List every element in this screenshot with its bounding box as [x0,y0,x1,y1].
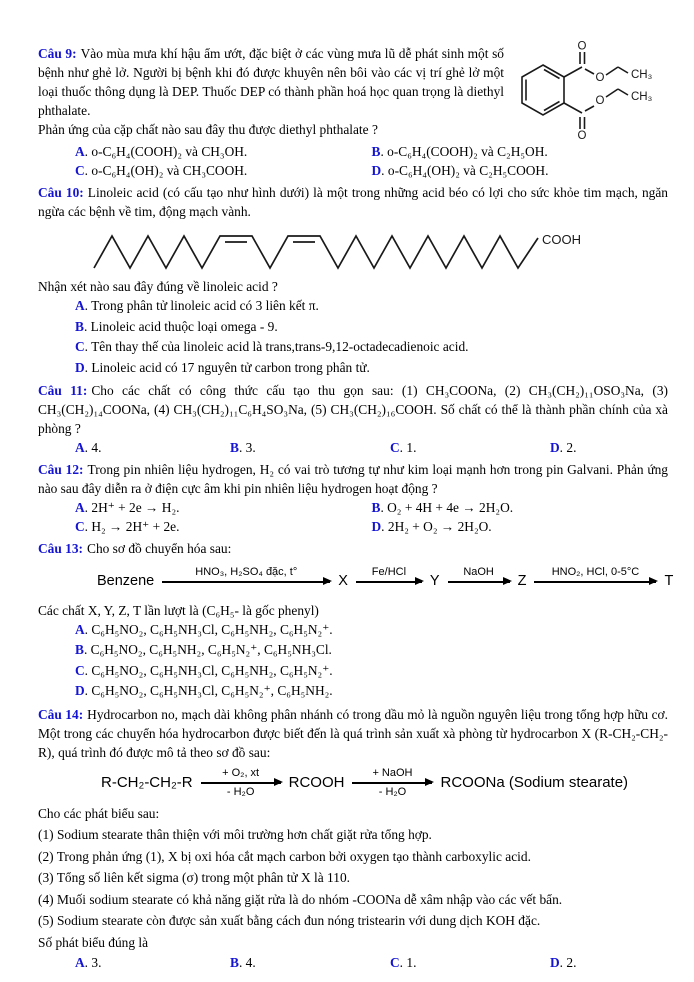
q14-reaction-scheme [98,767,668,799]
statement-2: (2) Trong phản ứng (1), X bị oxi hóa cắt mạch carbon bởi oxygen tạo thành carboxylic acid. [38,848,531,864]
arrow-condition-top: + NaOH [372,766,413,779]
question-number: Câu 9: [38,46,77,61]
product-z: Z [517,573,527,590]
linoleic-acid-structure [86,224,631,276]
question-stem [38,381,668,438]
option-letter: B [371,500,381,515]
question-number: Câu 12: [38,462,84,477]
dep-carbonyl-o-bottom-label: O [577,130,587,142]
option-text: . 2. [559,440,577,455]
reaction-arrow-1 [201,767,281,799]
question-11 [38,381,668,457]
product-x: X [338,573,348,590]
option-text: . Linoleic acid thuộc loại omega - 9. [83,318,278,334]
arrow-line [352,782,432,784]
dep-ch3-bottom-label: CH₃ [631,91,653,103]
question-9 [38,40,668,180]
option-letter: A [75,621,85,637]
statement-5: (5) Sodium stearate còn được sản xuất bằng cách đun nóng tristearin với dung dịch KOH đặc. [38,913,541,929]
option-b [230,438,390,457]
option-b [230,953,390,972]
option-d [75,358,668,379]
option-b [75,640,668,661]
product-t: T [664,573,674,590]
option-letter: A [75,298,85,313]
option-letter: C [75,339,85,354]
arrow-line [162,581,330,583]
option-text: . o-C₆H₄(COOH)₂ và C₂H₅OH. [380,144,548,159]
option-letter: A [75,440,85,455]
option-text: . 3. [238,440,256,455]
option-text: . 4. [238,955,256,971]
question-line: Các chất X, Y, Z, T lần lượt là (C₆H₅- là gốc phenyl) [38,602,319,618]
option-c [75,337,668,358]
reaction-arrow-3 [448,566,510,598]
question-number: Câu 14: [38,706,84,722]
option-text: . Trong phân tử linoleic acid có 3 liên kết π. [84,298,319,313]
arrow-line [201,782,281,784]
option-letter: C [390,440,400,455]
q13-reaction-scheme [94,566,674,598]
option-letter: C [75,519,85,534]
option-text: . 4. [84,440,102,455]
option-a [75,142,372,161]
option-letter: B [371,144,381,159]
option-c [75,517,372,536]
option-text: . H₂ → 2H⁺ + 2e. [84,519,180,534]
dep-ester-o-bottom-label: O [595,95,605,107]
question-14 [38,705,668,972]
arrow-condition-top: HNO₃, H₂SO₄ đặc, t° [195,566,298,578]
option-a [75,620,668,641]
product-rcoona: RCOONa (Sodium stearate) [440,774,629,792]
statements-intro: Cho các phát biểu sau: [38,805,160,821]
question-13 [38,539,674,702]
option-text: . C₆H₅NO₂, C₆H₅NH₃Cl, C₆H₅NH₂, C₆H₅N₂⁺. [84,662,333,678]
option-b [372,142,669,161]
option-d [550,953,668,972]
option-text: . Tên thay thế của linoleic acid là trans,trans-9,12-octadecadienoic acid. [84,339,469,354]
arrow-line [534,581,656,583]
reactant-hydrocarbon: R-CH₂-CH₂-R [101,774,193,792]
option-letter: A [75,955,85,971]
option-text: . o-C₆H₄(OH)₂ và CH₃COOH. [84,163,248,178]
option-a [75,438,230,457]
option-text: . C₆H₅NO₂, C₆H₅NH₃Cl, C₆H₅NH₂, C₆H₅N₂⁺. [84,621,333,637]
option-text: . 3. [84,955,102,971]
option-text: . C₆H₅NO₂, C₆H₅NH₂, C₆H₅N₂⁺, C₆H₅NH₃Cl. [83,642,332,658]
option-d [372,517,669,536]
question-stem-text: Cho sơ đồ chuyển hóa sau: [87,541,232,556]
option-c [75,661,668,682]
option-b [372,498,669,517]
arrow-line [356,581,422,583]
reaction-arrow-4 [534,566,656,598]
option-letter: B [75,318,84,334]
question-stem [38,539,668,558]
option-a [75,953,230,972]
option-c [390,438,550,457]
statement-3: (3) Tổng số liên kết sigma (σ) trong một phân tử X là 110. [38,870,350,886]
option-letter: A [75,500,85,515]
question-line: Nhận xét nào sau đây đúng về linoleic acid ? [38,279,278,294]
statement-1: (1) Sodium stearate thân thiện với môi trường hơn chất giặt rửa tổng hợp. [38,827,432,843]
question-number: Câu 13: [38,541,84,556]
reaction-arrow-2 [352,767,432,799]
question-stem [38,705,668,762]
arrow-condition-bottom: - H₂O [378,785,407,798]
option-text: . 2H₂ + O₂ → 2H₂O. [381,519,492,534]
option-d [550,438,668,457]
statements-conclusion: Số phát biểu đúng là [38,934,149,950]
option-text: . 2H⁺ + 2e → H₂. [84,500,180,515]
question-number: Câu 10: [38,185,84,200]
option-text: . 1. [399,440,417,455]
reaction-arrow-2 [356,566,422,598]
options-row [38,438,668,457]
option-text: . C₆H₅NO₂, C₆H₅NH₃Cl, C₆H₅N₂⁺, C₆H₅NH₂. [84,683,333,699]
option-letter: D [75,683,85,699]
question-stem-text: Hydrocarbon no, mạch dài không phân nhánh có trong dầu mỏ là nguồn nguyên liệu trong tổng hợp hữu cơ. Một trong các chuyển hóa hydrocarbon được biết đến là quá trình sản xuất xà phòng từ hydrocarbon X (R-CH₂-CH₂-R), quá trình đó được mô tả theo sơ đồ sau: [38,706,668,760]
option-letter: B [75,642,84,658]
option-b [75,317,668,338]
option-letter: D [75,359,85,375]
question-number: Câu 11: [38,383,88,398]
reaction-arrow-1 [162,566,330,598]
arrow-condition-bottom [476,585,482,598]
option-c [390,953,550,972]
option-letter: B [230,955,239,971]
arrow-condition-bottom [243,585,249,598]
product-y: Y [429,573,440,590]
option-text: . Linoleic acid có 17 nguyên tử carbon trong phân tử. [84,359,370,375]
options-stack [38,620,668,702]
cooh-label: COOH [542,232,581,247]
option-d [75,681,668,702]
question-stem [38,183,668,221]
question-stem-text: Trong pin nhiên liệu hydrogen, H₂ có vai trò tương tự như kim loại mạnh hơn trong pin Galvani. Phản ứng nào sau đây diễn ra ở điện cực âm khi pin nhiên liệu hydrogen hoạt động ? [38,462,668,496]
option-text: . O₂ + 4H + 4e → 2H₂O. [380,500,514,515]
arrow-condition-bottom [592,585,598,598]
option-a [75,498,372,517]
option-letter: B [230,440,239,455]
option-text: . 1. [399,955,417,971]
option-letter: D [550,440,560,455]
question-stem-text: Cho các chất có công thức cấu tạo thu gọn sau: (1) CH₃COONa, (2) CH₃(CH₂)₁₁OSO₃Na, (3) CH₃(CH₂)₁₄COONa, (4) CH₃(CH₂)₁₁C₆H₄SO₃Na, (5) CH₃(CH₂)₁₆COOH. Số chất có thể là thành phần chính của xà phòng ? [38,383,668,436]
diethyl-phthalate-structure [510,38,680,142]
dep-ester-o-top-label: O [595,72,605,84]
question-stem-text: Linoleic acid (có cấu tạo như hình dưới) là một trong những acid béo có lợi cho sức khỏe tim mạch, ngăn ngừa các bệnh về tim, động mạch vành. [38,185,668,219]
product-rcooh: RCOOH [288,774,345,792]
option-text: . o-C₆H₄(OH)₂ và C₂H₅COOH. [381,163,549,178]
option-letter: C [390,955,400,971]
options-grid [38,498,668,536]
question-stem [38,460,668,498]
option-text: . o-C₆H₄(COOH)₂ và CH₃OH. [84,144,248,159]
option-letter: A [75,144,85,159]
option-letter: D [371,163,382,178]
arrow-condition-top: Fe/HCl [371,566,407,578]
arrow-condition-bottom [386,585,392,598]
option-d [372,161,669,180]
reactant-benzene: Benzene [97,573,155,590]
option-letter: C [75,163,85,178]
question-stem-text: Vào mùa mưa khí hậu ẩm ướt, đặc biệt ở các vùng mưa lũ dễ phát sinh một số bệnh như ghẻ lở. Người bị bệnh khi đó được khuyên nên bôi vào các vị trí ghẻ lở một loại thuốc thông dụng là DEP. Thuốc DEP có thành phần hoá học quan trọng là diethyl phthalate. [38,46,504,118]
question-10 [38,183,668,378]
options-stack [38,296,668,378]
option-text: . 2. [559,955,577,971]
option-letter: D [371,519,382,534]
dep-carbonyl-o-top-label: O [577,40,587,53]
statement-4: (4) Muối sodium stearate có khả năng giặt rửa là do nhóm -COONa dễ xâm nhập vào các vết bẩn. [38,891,563,907]
arrow-condition-top: NaOH [463,566,494,578]
option-a [75,296,668,317]
arrow-line [448,581,510,583]
arrow-condition-bottom: - H₂O [226,785,255,798]
options-row [38,953,668,972]
option-letter: C [75,662,85,678]
options-grid [38,142,668,180]
arrow-condition-top: HNO₂, HCl, 0-5°C [551,566,640,578]
arrow-condition-top: + O₂, xt [222,766,260,779]
dep-ch3-top-label: CH₃ [631,69,653,81]
question-line: Phản ứng của cặp chất nào sau đây thu được diethyl phthalate ? [38,122,378,137]
option-c [75,161,372,180]
question-12 [38,460,668,536]
option-letter: D [550,955,560,971]
